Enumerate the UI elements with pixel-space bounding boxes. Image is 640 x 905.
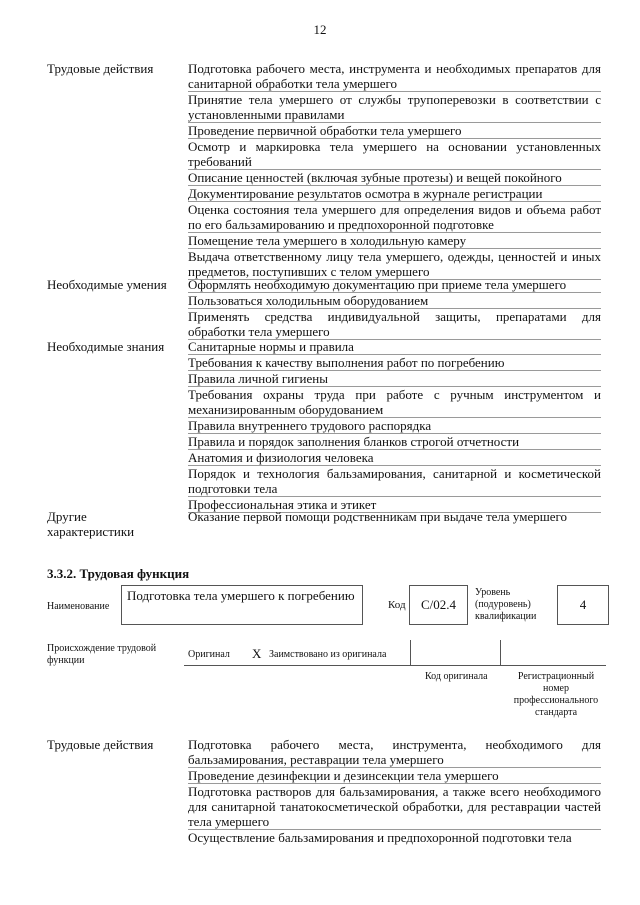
list-item: Правила и порядок заполнения бланков строгой отчетности xyxy=(188,434,601,450)
list-item: Осуществление бальзамирования и предпохоронной подготовки тела xyxy=(188,830,572,845)
list-item: Применять средства индивидуальной защиты, препаратами для обработки тела умершего xyxy=(188,309,601,339)
section-heading: 3.3.2. Трудовая функция xyxy=(47,566,190,581)
list-item: Выдача ответственному лицу тела умершего, одежды, ценностей и иных предметов, поступивших с телом умершего xyxy=(188,249,601,279)
knowledge-label: Необходимые знания xyxy=(47,339,165,354)
list-item: Описание ценностей (включая зубные протезы) и вещей покойного xyxy=(188,170,601,186)
skills-list xyxy=(188,277,601,340)
labor-actions-list xyxy=(188,61,601,280)
other-list xyxy=(188,509,601,524)
list-item: Требования охраны труда при работе с ручным инструментом и механизированным оборудованием xyxy=(188,387,601,417)
list-item: Профессиональная этика и этикет xyxy=(188,497,601,513)
list-item: Принятие тела умершего от службы трупоперевозки в соответствии с установленными правилами xyxy=(188,92,601,122)
divider xyxy=(410,640,411,665)
list-item: Помещение тела умершего в холодильную камеру xyxy=(188,233,601,249)
original-label: Оригинал xyxy=(188,649,230,660)
origin-label: Происхождение трудовой функции xyxy=(47,643,157,666)
knowledge-list xyxy=(188,339,601,513)
list-item: Анатомия и физиология человека xyxy=(188,450,601,466)
list-item: Санитарные нормы и правила xyxy=(188,339,601,355)
list-item: Оценка состояния тела умершего для определения видов и объема работ по его бальзамированию и предпохоронной подготовке xyxy=(188,202,601,232)
name-box xyxy=(121,585,363,625)
list-item: Правила внутреннего трудового распорядка xyxy=(188,418,601,434)
list-item: Подготовка рабочего места, инструмента, необходимого для бальзамирования, реставрации тела умершего xyxy=(188,737,601,767)
code-original-label: Код оригинала xyxy=(425,671,488,682)
divider xyxy=(500,640,501,665)
list-item: Правила личной гигиены xyxy=(188,371,601,387)
list-item: Подготовка рабочего места, инструмента и необходимых препаратов для санитарной обработки тела умершего xyxy=(188,61,601,91)
divider xyxy=(184,665,606,666)
list-item: Порядок и технология бальзамирования, санитарной и косметической подготовки тела xyxy=(188,466,601,496)
page-number: 12 xyxy=(313,22,327,37)
list-item: Документирование результатов осмотра в журнале регистрации xyxy=(188,186,601,202)
list-item: Проведение дезинфекции и дезинсекции тела умершего xyxy=(188,768,601,784)
borrowed-label: Заимствовано из оригинала xyxy=(269,649,387,660)
code-label: Код xyxy=(388,599,406,611)
code-box xyxy=(409,585,468,625)
code-value: C/02.4 xyxy=(420,597,457,612)
function-name: Подготовка тела умершего к погребению xyxy=(127,588,355,603)
list-item: Требования к качеству выполнения работ по погребению xyxy=(188,355,601,371)
level-label: Уровень (подуровень) квалификации xyxy=(475,587,537,622)
list-item: Оказание первой помощи родственникам при выдаче тела умершего xyxy=(188,509,568,524)
list-item: Подготовка растворов для бальзамирования, а также всего необходимого для санитарной танатокосметической обработки, для реставрации частей тела умершего xyxy=(188,784,601,829)
name-label: Наименование xyxy=(47,601,110,612)
level-box xyxy=(557,585,609,625)
other-label: Другие характеристики xyxy=(47,509,135,539)
list-item: Оформлять необходимую документацию при приеме тела умершего xyxy=(188,277,601,293)
skills-label: Необходимые умения xyxy=(47,277,167,292)
level-value: 4 xyxy=(579,597,587,612)
labor-actions-label: Трудовые действия xyxy=(47,737,154,752)
reg-number-label: Регистрационный номер профессионального стандарта xyxy=(513,671,599,718)
list-item: Пользоваться холодильным оборудованием xyxy=(188,293,601,309)
labor-actions-label: Трудовые действия xyxy=(47,61,154,76)
list-item: Осмотр и маркировка тела умершего на основании установленных требований xyxy=(188,139,601,169)
original-mark: X xyxy=(252,646,262,661)
labor-actions-list xyxy=(188,737,601,845)
list-item: Проведение первичной обработки тела умершего xyxy=(188,123,601,139)
